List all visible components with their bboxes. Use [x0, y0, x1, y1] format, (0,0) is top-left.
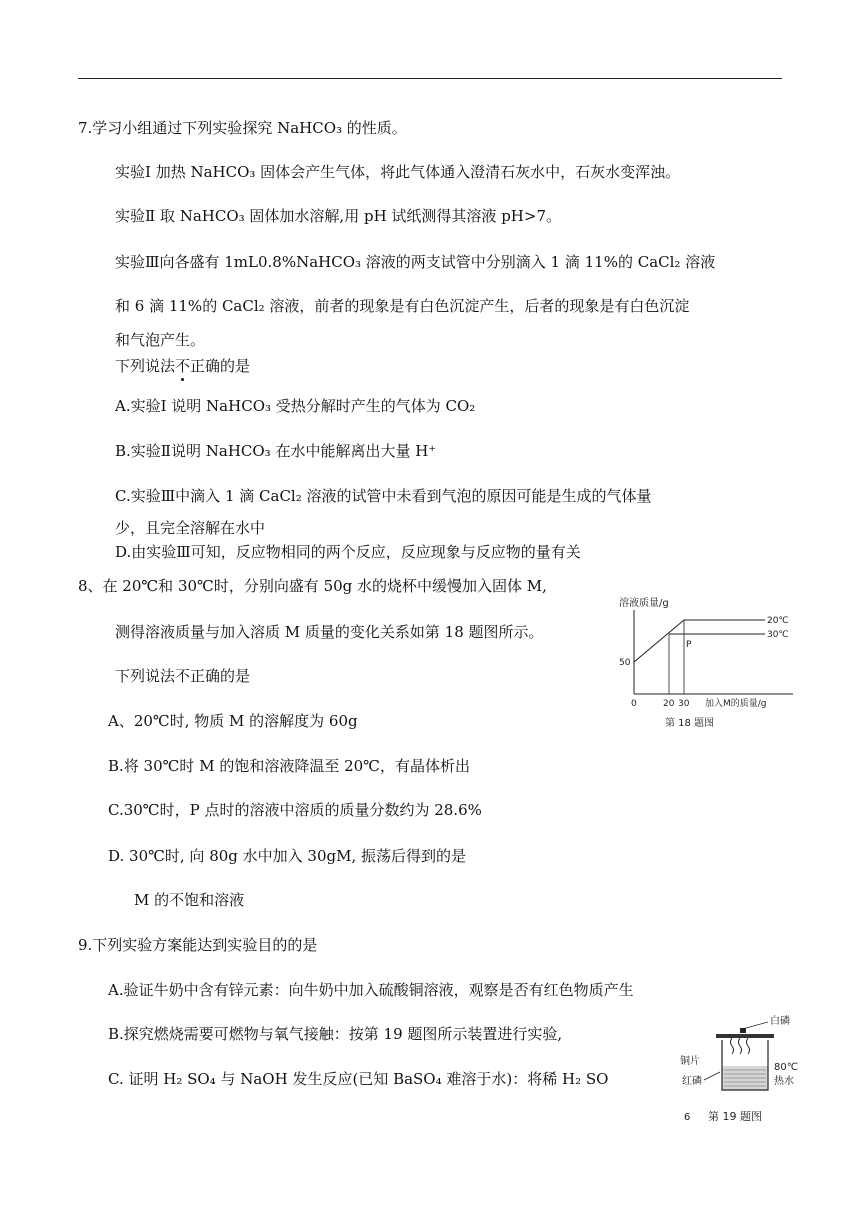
q7-experiment-2: 实验Ⅱ 取 NaHCO₃ 固体加水溶解,用 pH 试纸测得其溶液 pH>7。	[115, 207, 561, 225]
figure-19-white-phosphorus	[740, 1028, 746, 1033]
q9-stem: 9.下列实验方案能达到实验目的的是	[78, 936, 318, 954]
q7-option-a: A.实验Ⅰ 说明 NaHCO₃ 受热分解时产生的气体为 CO₂	[115, 397, 476, 415]
q7-experiment-3-line-2: 和 6 滴 11%的 CaCl₂ 溶液，前者的现象是有白色沉淀产生，后者的现象是有白色沉淀	[115, 297, 690, 315]
q7-option-c-line-1: C.实验Ⅲ中滴入 1 滴 CaCl₂ 溶液的试管中未看到气泡的原因可能是生成的气体量	[115, 487, 652, 505]
q7-option-d: D.由实验Ⅲ可知，反应物相同的两个反应，反应现象与反应物的量有关	[115, 543, 581, 561]
q8-question: 下列说法不正确的是	[115, 667, 251, 685]
figure-18-x-tick-0: 0	[631, 699, 637, 709]
header-rule	[78, 78, 782, 79]
figure-19-label-copper: 铜片	[680, 1056, 700, 1067]
q8-option-d-line-2: M 的不饱和溶液	[134, 891, 245, 909]
figure-18-x-tick-20: 20	[663, 699, 675, 709]
q7-option-b: B.实验Ⅱ说明 NaHCO₃ 在水中能解离出大量 H⁺	[115, 442, 437, 460]
q8-option-b: B.将 30℃时 M 的饱和溶液降温至 20℃，有晶体析出	[108, 757, 470, 775]
q8-stem-line-1: 8、在 20℃和 30℃时，分别向盛有 50g 水的烧杯中缓慢加入固体 M,	[78, 577, 547, 595]
q9-option-a: A.验证牛奶中含有锌元素：向牛奶中加入硫酸铜溶液，观察是否有红色物质产生	[108, 981, 634, 999]
figure-18-line-20c-rise	[634, 620, 684, 662]
figure-18-graph	[615, 592, 795, 734]
q7-experiment-3-line-1: 实验Ⅲ向各盛有 1mL0.8%NaHCO₃ 溶液的两支试管中分别滴入 1 滴 11%的 CaCl₂ 溶液	[115, 253, 716, 271]
figure-19-label-temp: 80℃	[774, 1062, 798, 1073]
figure-18-y-axis-label: 溶液质量/g	[619, 598, 669, 609]
q7-question-emphasis: 不	[175, 357, 191, 375]
q7-question-pre: 下列说法	[115, 357, 176, 375]
q9-option-b: B.探究燃烧需要可燃物与氧气接触：按第 19 题图所示装置进行实验,	[108, 1025, 563, 1043]
q8-stem-line-2: 测得溶液质量与加入溶质 M 质量的变化关系如第 18 题图所示。	[115, 623, 544, 641]
figure-18-point-label: P	[686, 640, 692, 650]
figure-18-x-axis-label: 加入M的质量/g	[705, 699, 767, 709]
q9-option-c: C. 证明 H₂ SO₄ 与 NaOH 发生反应(已知 BaSO₄ 难溶于水)：将稀 H₂ SO	[108, 1070, 609, 1088]
q8-option-a: A、20℃时, 物质 M 的溶解度为 60g	[108, 712, 358, 730]
figure-19-leader-white-p	[746, 1022, 768, 1028]
q7-question	[115, 356, 250, 376]
q7-question-post: 正确的是	[190, 357, 251, 375]
q7-experiment-3-line-3: 和气泡产生。	[115, 331, 206, 349]
figure-19-caption: 第 19 题图	[708, 1110, 762, 1123]
q8-option-d-line-1: D. 30℃时, 向 80g 水中加入 30gM, 振荡后得到的是	[108, 847, 467, 865]
figure-18-label-30c: 30℃	[767, 630, 789, 640]
figure-19-mark: 6	[684, 1112, 691, 1123]
figure-18-caption: 第 18 题图	[665, 718, 715, 729]
figure-18-y-tick-50: 50	[619, 658, 631, 668]
q7-experiment-1: 实验Ⅰ 加热 NaHCO₃ 固体会产生气体，将此气体通入澄清石灰水中，石灰水变浑浊。	[115, 163, 681, 181]
q7-option-c-line-2: 少，且完全溶解在水中	[115, 519, 266, 537]
figure-19-label-hot-water: 热水	[774, 1076, 794, 1087]
figure-19-label-red-p: 红磷	[682, 1076, 702, 1087]
q8-option-c: C.30℃时，P 点时的溶液中溶质的质量分数约为 28.6%	[108, 801, 482, 819]
figure-18-label-20c: 20℃	[767, 616, 789, 626]
figure-19-copper-plate	[716, 1034, 774, 1038]
figure-19-apparatus	[640, 1010, 810, 1136]
q7-stem: 7.学习小组通过下列实验探究 NaHCO₃ 的性质。	[78, 119, 407, 137]
figure-19-vapor-icon	[731, 1038, 750, 1054]
figure-19-leader-red-p	[704, 1072, 720, 1080]
figure-19-label-white-p: 白磷	[770, 1016, 790, 1027]
figure-18-x-tick-30: 30	[678, 699, 690, 709]
